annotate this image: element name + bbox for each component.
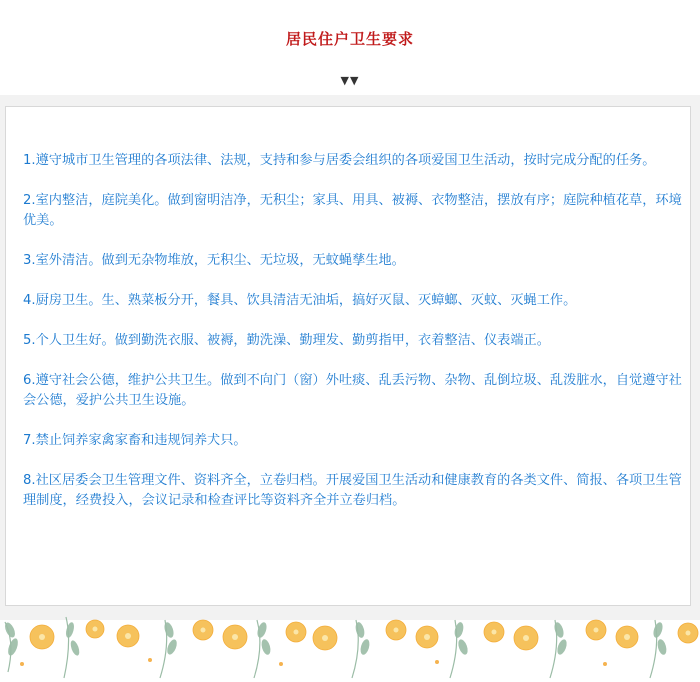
rule-item-6: 6.遵守社会公德，维护公共卫生。做到不向门（窗）外吐痰、乱丢污物、杂物、乱倒垃圾、乱泼脏水，自觉遵守社会公德，爱护公共卫生设施。 [23, 373, 682, 408]
rule-item-1: 1.遵守城市卫生管理的各项法律、法规，支持和参与居委会组织的各项爱国卫生活动，按时完成分配的任务。 [23, 153, 656, 168]
rules-list [23, 151, 683, 531]
rule-item-2: 2.室内整洁，庭院美化。做到窗明洁净，无积尘；家具、用具、被褥、衣物整洁，摆放有序；庭院种植花草，环境优美。 [23, 193, 682, 228]
small-dots [20, 658, 607, 666]
rule-item-5: 5.个人卫生好。做到勤洗衣服、被褥，勤洗澡、勤理发、勤剪指甲，衣着整洁、仪表端正。 [23, 333, 550, 348]
rule-item-4: 4.厨房卫生。生、熟菜板分开，餐具、饮具清洁无油垢，搞好灭鼠、灭蟑螂、灭蚊、灭蝇工作。 [23, 293, 577, 308]
rule-item-3: 3.室外清洁。做到无杂物堆放，无积尘、无垃圾，无蚊蝇孳生地。 [23, 253, 405, 268]
rule-item-7: 7.禁止饲养家禽家畜和违规饲养犬只。 [23, 433, 247, 448]
rule-item-8: 8.社区居委会卫生管理文件、资料齐全，立卷归档。开展爱国卫生活动和健康教育的各类文件、简报、各项卫生管理制度，经费投入，会议记录和检查评比等资料齐全并立卷归档。 [23, 473, 682, 508]
down-arrows-icon: ▼▼ [340, 74, 360, 87]
flower-border [0, 612, 700, 682]
page-title: 居民住户卫生要求 [285, 30, 414, 48]
rules-card [5, 106, 691, 606]
